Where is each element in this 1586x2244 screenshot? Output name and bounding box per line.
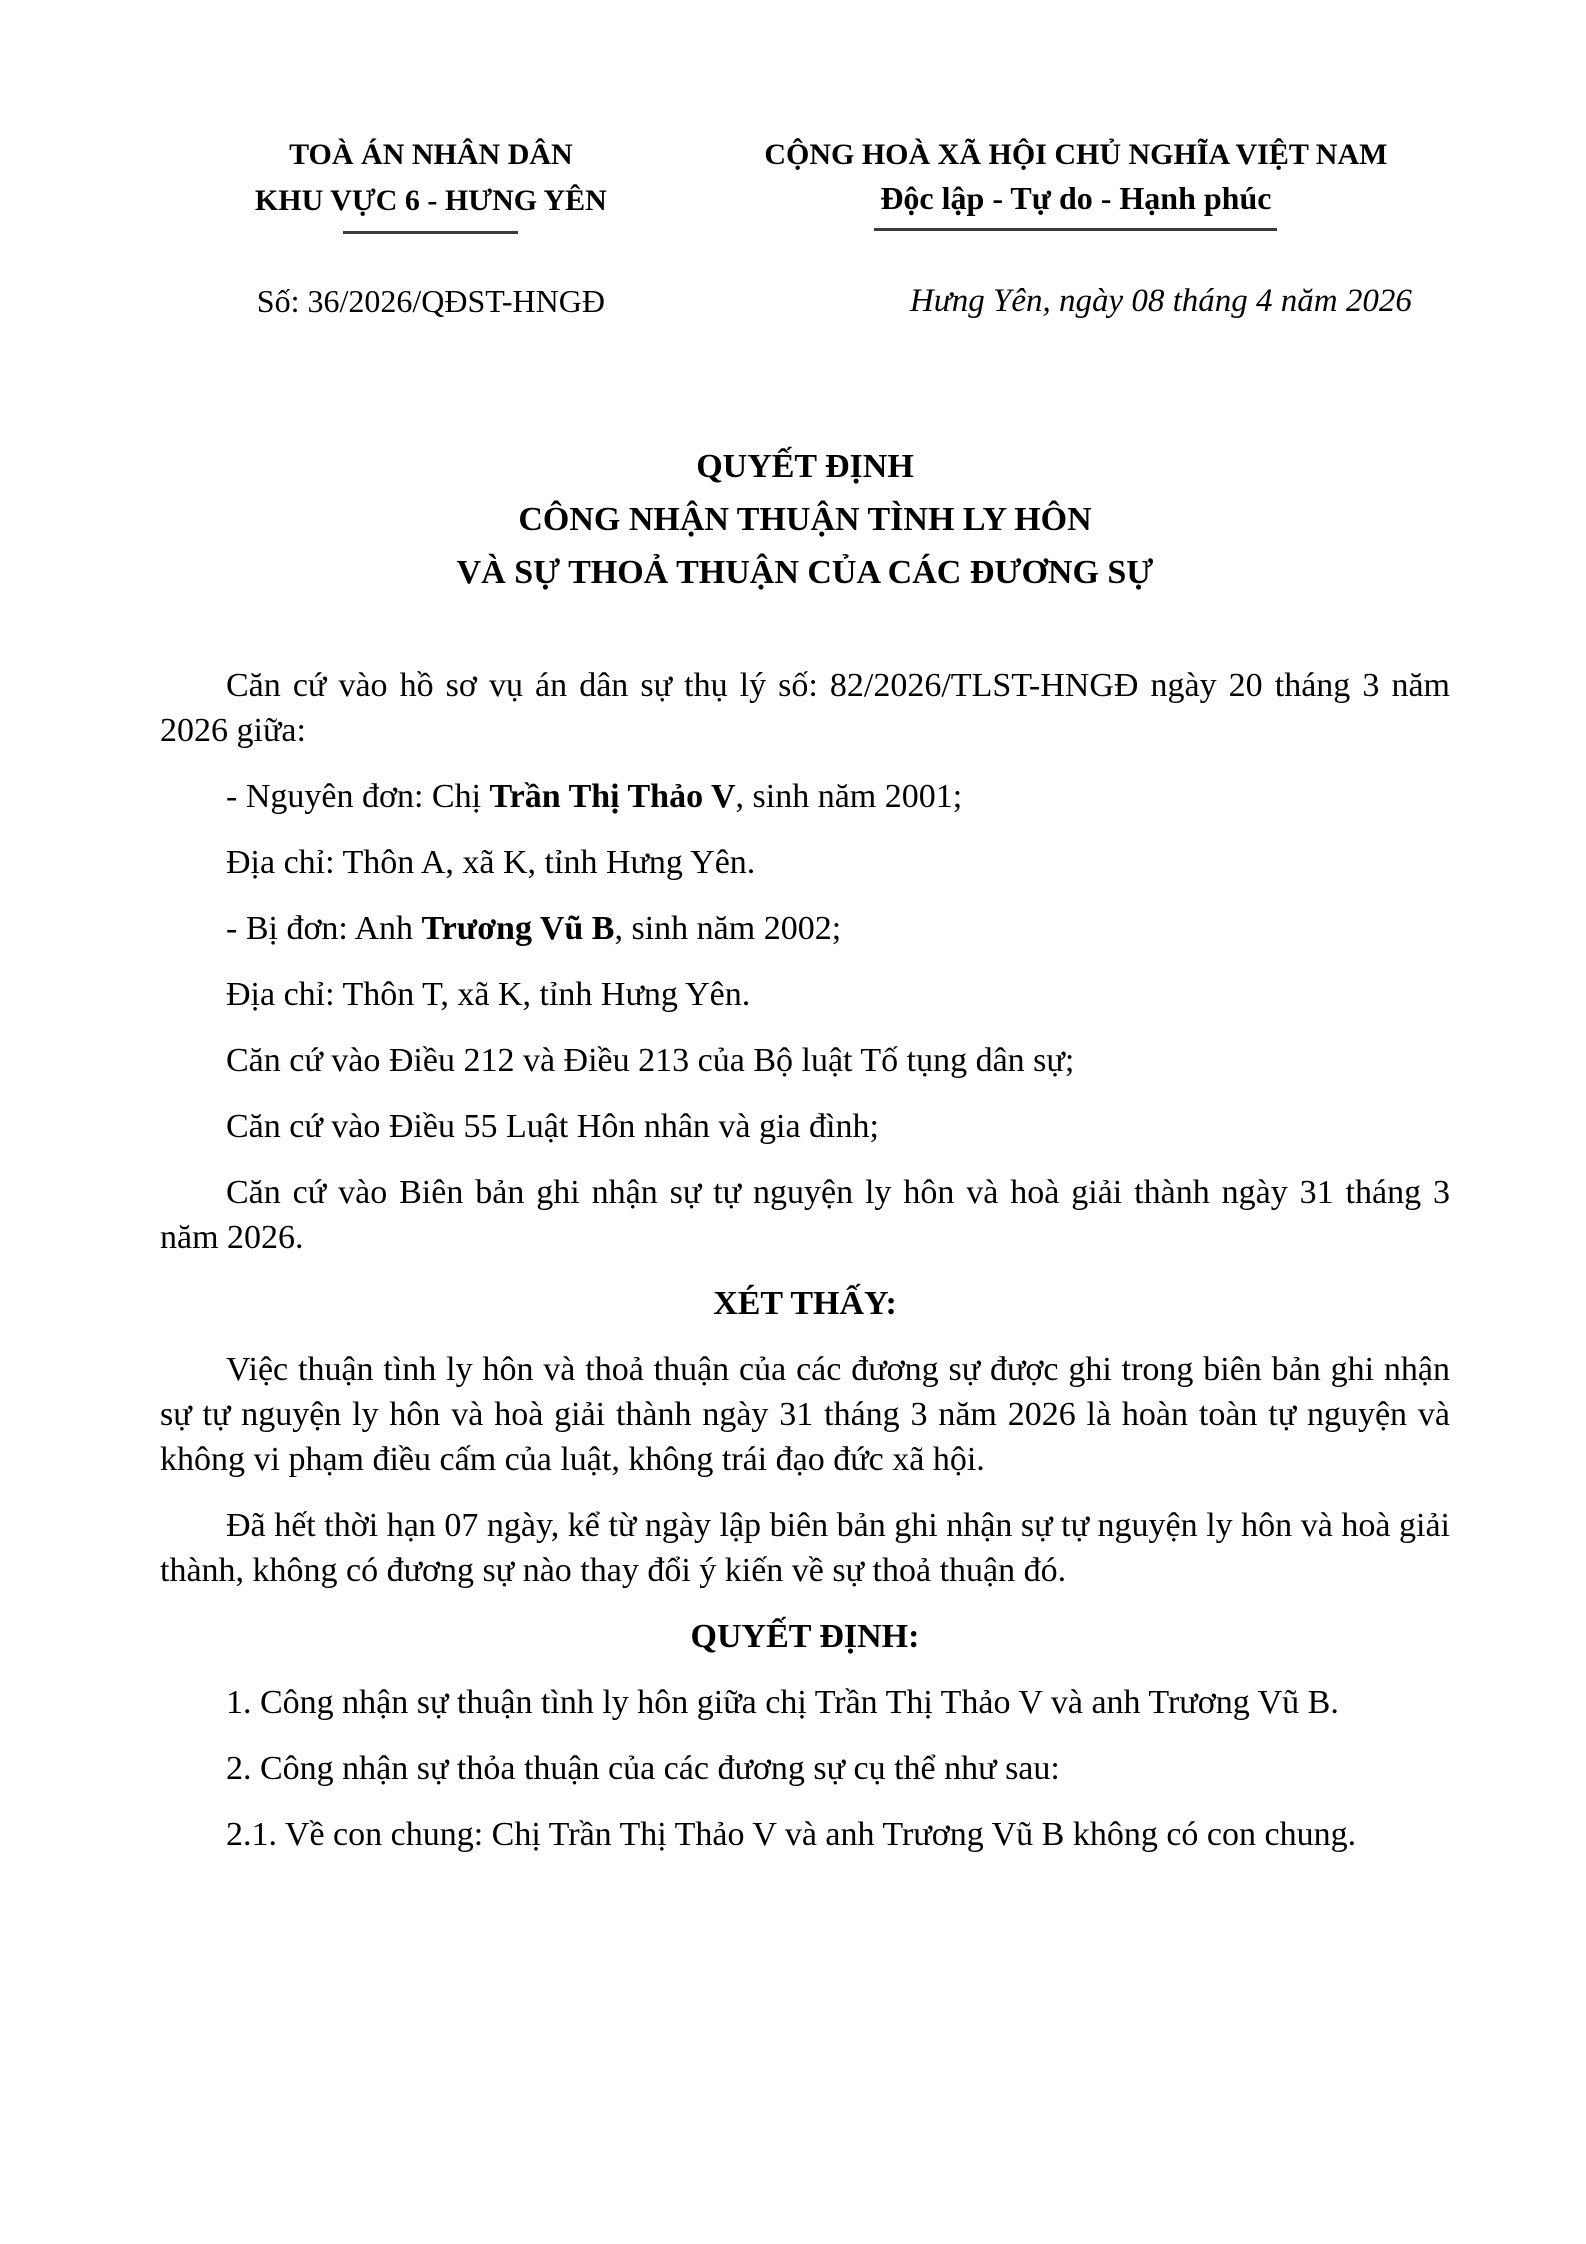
- title-line2: CÔNG NHẬN THUẬN TÌNH LY HÔN: [518, 501, 1092, 538]
- defendant-address-line: Địa chỉ: Thôn T, xã K, tỉnh Hưng Yên.: [226, 976, 751, 1013]
- defendant-prefix: - Bị đơn: Anh: [226, 910, 422, 947]
- plaintiff-suffix: , sinh năm 2001;: [735, 778, 963, 815]
- decision-item-2-1: 2.1. Về con chung: Chị Trần Thị Thảo V và anh Trương Vũ B không có con chung.: [226, 1816, 1357, 1853]
- title-line3: VÀ SỰ THOẢ THUẬN CỦA CÁC ĐƯƠNG SỰ: [456, 554, 1154, 591]
- quyet-dinh-heading: QUYẾT ĐỊNH:: [690, 1618, 920, 1655]
- defendant-line: [160, 906, 1450, 951]
- national-motto-line1: CỘNG HOÀ XÃ HỘI CHỦ NGHĨA VIỆT NAM: [764, 138, 1388, 171]
- legal-basis-2: Căn cứ vào Điều 55 Luật Hôn nhân và gia đình;: [226, 1108, 879, 1145]
- legal-basis-1: Căn cứ vào Điều 212 và Điều 213 của Bộ luật Tố tụng dân sự;: [226, 1042, 1075, 1079]
- plaintiff-prefix: - Nguyên đơn: Chị: [226, 778, 490, 815]
- case-intro-paragraph: Căn cứ vào hồ sơ vụ án dân sự thụ lý số: 82/2026/TLST-HNGĐ ngày 20 tháng 3 năm 2026 giữa:: [160, 667, 1450, 749]
- document-number: Số: 36/2026/QĐST-HNGĐ: [256, 283, 605, 319]
- document-body: [160, 663, 1450, 1857]
- court-name-line1: TOÀ ÁN NHÂN DÂN: [289, 138, 573, 171]
- date-cell: [702, 280, 1450, 322]
- xet-thay-heading: XÉT THẤY:: [713, 1285, 897, 1322]
- document-subheader: [160, 280, 1450, 322]
- defendant-suffix: , sinh năm 2002;: [614, 910, 842, 947]
- xet-thay-paragraph-2: Đã hết thời hạn 07 ngày, kể từ ngày lập biên bản ghi nhận sự tự nguyện ly hôn và hoà giải thành, không có đương sự nào thay đổi ý kiến về sự thoả thuận đó.: [160, 1507, 1450, 1589]
- xet-thay-paragraph-1: Việc thuận tình ly hôn và thoả thuận của các đương sự được ghi trong biên bản ghi nhận sự tự nguyện ly hôn và hoà giải thành ngày 31 tháng 3 năm 2026 là hoàn toàn tự nguyện và không vi phạm điều cấm của luật, không trái đạo đức xã hội.: [160, 1351, 1450, 1478]
- plaintiff-line: [160, 774, 1450, 819]
- document-header: [160, 132, 1450, 234]
- plaintiff-name: Trần Thị Thảo V: [489, 778, 736, 815]
- national-header-block: [702, 132, 1450, 231]
- decision-item-1: 1. Công nhận sự thuận tình ly hôn giữa chị Trần Thị Thảo V và anh Trương Vũ B.: [226, 1684, 1339, 1721]
- title-line1: QUYẾT ĐỊNH: [696, 448, 914, 485]
- place-and-date: Hưng Yên, ngày 08 tháng 4 năm 2026: [909, 283, 1412, 319]
- national-motto-line2: Độc lập - Tự do - Hạnh phúc: [874, 178, 1277, 231]
- court-header-block: [160, 132, 702, 234]
- court-name-line2: KHU VỰC 6 - HƯNG YÊN: [254, 184, 607, 217]
- legal-basis-3: Căn cứ vào Biên bản ghi nhận sự tự nguyện ly hôn và hoà giải thành ngày 31 tháng 3 năm 2026.: [160, 1174, 1450, 1256]
- plaintiff-address-line: Địa chỉ: Thôn A, xã K, tỉnh Hưng Yên.: [226, 844, 756, 881]
- decision-item-2: 2. Công nhận sự thỏa thuận của các đương sự cụ thể như sau:: [226, 1750, 1060, 1787]
- defendant-name: Trương Vũ B: [421, 910, 615, 947]
- court-header-rule: [343, 231, 518, 234]
- document-title: [160, 440, 1450, 599]
